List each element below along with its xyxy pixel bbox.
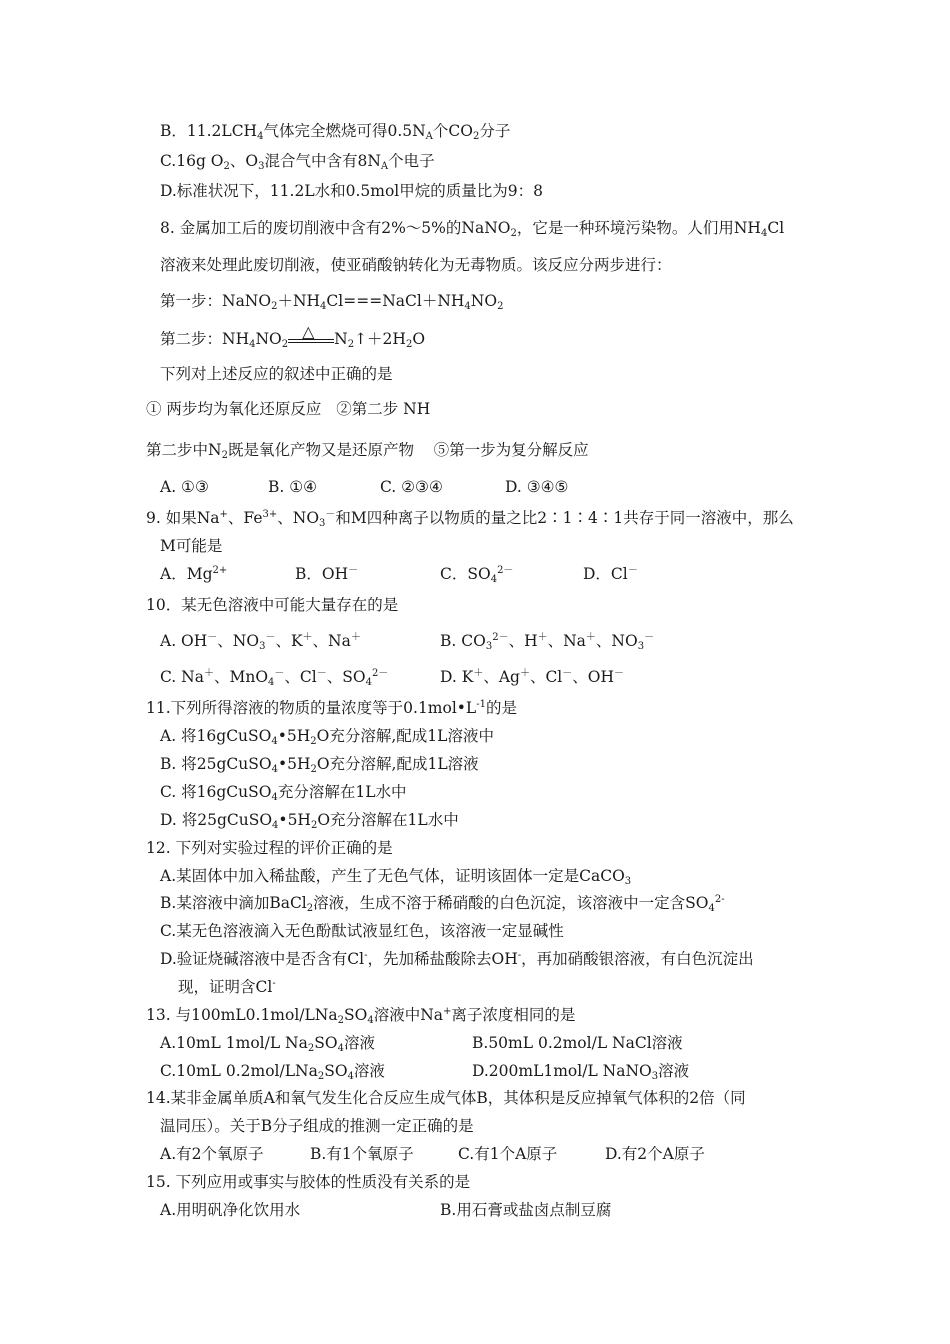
q13-stem: 13. 与$100mL0.1mol/LNa_2SO_4$溶液中Na+离子浓度相同的是	[146, 1006, 576, 1026]
q15-option-b: B.用石膏或盐卤点制豆腐	[440, 1201, 612, 1219]
q9-option-c: C．$SO_4^{2-}$	[440, 565, 514, 585]
q10-option-a: A. OH－、$NO_3^-$、K＋、Na＋	[160, 632, 361, 652]
q8-statements-line2: 第二步中$N_2$既是氧化产物又是还原产物 ⑤第一步为复分解反应	[146, 441, 589, 461]
q11-stem: 11.下列所得溶液的物质的量浓度等于$0.1mol•L^{-1}$的是	[146, 699, 517, 717]
q11-option-a: A. 将$16gCuSO_4•5H_2O$充分溶解,配成1L溶液中	[160, 727, 494, 747]
q14-stem-line1: 14.某非金属单质A和氧气发生化合反应生成气体B，其体积是反应掉氧气体积的2倍（同	[146, 1089, 746, 1107]
q8-option-c: C. ②③④	[380, 478, 443, 496]
q11-option-b: B. 将$25gCuSO_4•5H_2O$充分溶解,配成1L溶液	[160, 755, 479, 775]
q8-option-d: D. ③④⑤	[505, 478, 569, 496]
q11-option-d: D. 将$25gCuSO_4•5H_2O$充分溶解在1L水中	[160, 811, 459, 831]
q14-option-b: B.有1个氧原子	[310, 1145, 414, 1163]
q12-option-d-line1: D.验证烧碱溶液中是否含有Cl-，先加稀盐酸除去OH-，再加硝酸银溶液，有白色沉淀出	[160, 950, 754, 968]
q10-option-c: C. Na＋、MnO$_4$－、Cl－、$SO_4^{2-}$	[160, 668, 389, 688]
q8-option-a: A. ①③	[160, 478, 209, 496]
q9-stem-line2: M可能是	[160, 537, 223, 555]
q8-stem-line2: 溶液来处理此废切削液，使亚硝酸钠转化为无毒物质。该反应分两步进行：	[160, 256, 672, 274]
q13-option-c: C.10mL $0.2mol/LNa_2SO_4$溶液	[160, 1062, 385, 1082]
q12-option-a: A.某固体中加入稀盐酸，产生了无色气体，证明该固体一定是CaCO$_3$	[160, 867, 632, 887]
q15-option-a: A.用明矾净化饮用水	[160, 1201, 301, 1219]
q10-option-b: B. $CO_3^{2-}$、H＋、Na＋、$NO_3^-$	[440, 632, 655, 652]
q15-stem: 15. 下列应用或事实与胶体的性质没有关系的是	[146, 1173, 471, 1191]
q14-option-c: C.有1个A原子	[458, 1145, 558, 1163]
q8-stem-line1: 8. 金属加工后的废切削液中含有2%～5%的NaNO$_2$，它是一种环境污染物。人们用$NH_4Cl$	[160, 219, 785, 239]
q12-option-c: C.某无色溶液滴入无色酚酞试液显红色，该溶液一定显碱性	[160, 922, 564, 940]
q8-step2-equation: 第二步：$NH_4NO_2$ △ $N_2↑+2H_2O$	[160, 322, 426, 350]
q13-option-a: A.10mL 1mol/L $Na_2SO_4$溶液	[160, 1034, 375, 1054]
q12-option-b: B.某溶液中滴加BaCl$_2$溶液，生成不溶于稀硝酸的白色沉淀，该溶液中一定含$SO_4^{2-}$	[160, 894, 725, 914]
q14-option-d: D.有2个A原子	[605, 1145, 705, 1163]
q9-option-d: D．Cl－	[583, 565, 638, 583]
q13-option-d: D.200mL1mol/L NaNO$_3$溶液	[472, 1062, 690, 1082]
q12-stem: 12. 下列对实验过程的评价正确的是	[146, 839, 393, 857]
q10-option-d: D. K＋、Ag＋、Cl－、OH－	[440, 668, 624, 686]
q7-option-c: C.16g $O_2$、$O_3$混合气中含有$8N_A$个电子	[160, 152, 435, 172]
q8-statements-line1: ① 两步均为氧化还原反应 ②第二步 NH	[146, 400, 431, 418]
q14-stem-line2: 温同压）。关于B分子组成的推测一定正确的是	[160, 1117, 474, 1135]
q8-option-b: B. ①④	[268, 478, 318, 496]
q9-option-b: B．OH－	[295, 565, 359, 583]
heat-sign-icon: △	[288, 330, 334, 350]
q14-option-a: A.有2个氧原子	[160, 1145, 264, 1163]
q9-option-a: A．$Mg^{2+}$	[160, 565, 228, 583]
q10-stem: 10．某无色溶液中可能大量存在的是	[146, 596, 399, 614]
q7-option-b: B．$11.2LCH_4$气体完全燃烧可得$0.5N_A$个$CO_2$分子	[160, 122, 511, 142]
q13-option-b: B.50mL 0.2mol/L NaCl溶液	[472, 1034, 683, 1052]
q8-step1-equation: 第一步：$NaNO_2+NH_4Cl===NaCl+NH_4NO_2$	[160, 292, 504, 312]
q8-prompt: 下列对上述反应的叙述中正确的是	[160, 365, 393, 383]
q11-option-c: C. 将16gCuSO$_4$充分溶解在1L水中	[160, 783, 407, 803]
q12-option-d-line2: 现，证明含Cl-	[178, 978, 276, 996]
q7-option-d: D.标准状况下，11.2L水和0.5mol甲烷的质量比为9：8	[160, 182, 543, 200]
q9-stem-line1: 9. 如果Na+、$Fe^{3+}$、$NO_3^-$和M四种离子以物质的量之比2∶1∶4∶1共存于同一溶液中，那么	[146, 509, 794, 529]
